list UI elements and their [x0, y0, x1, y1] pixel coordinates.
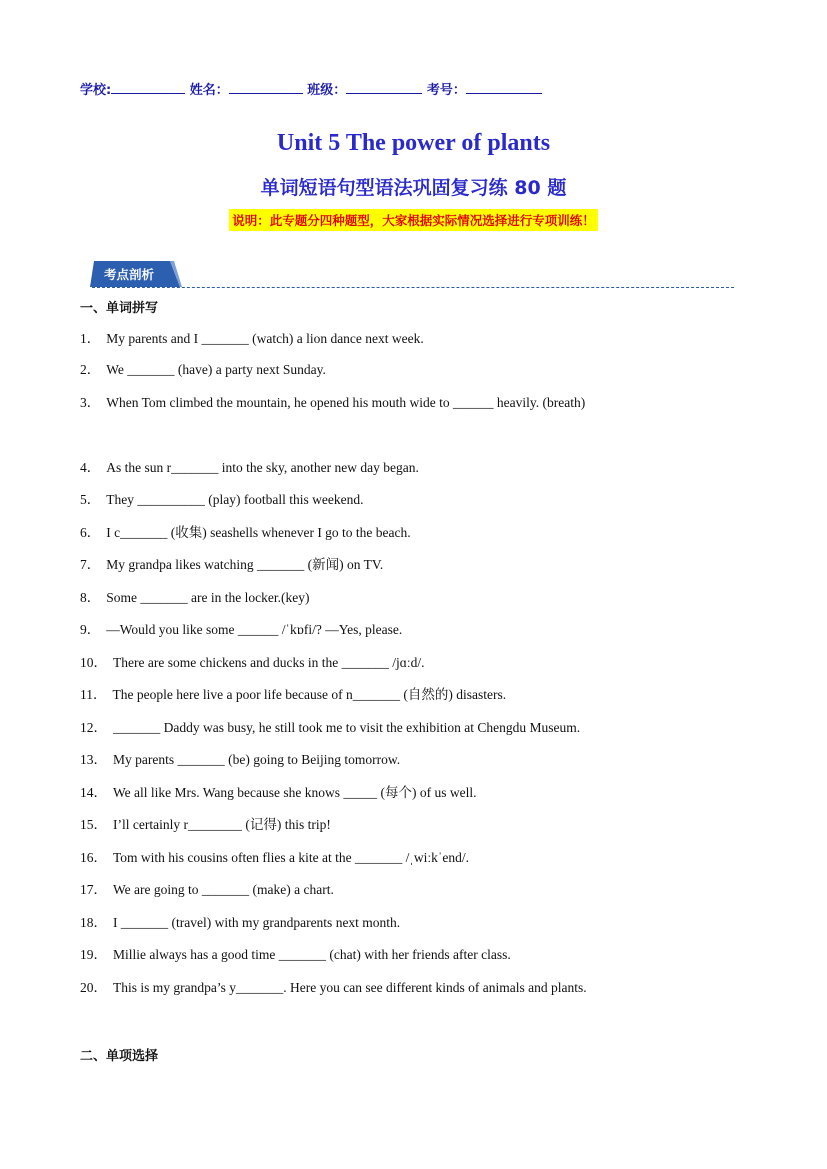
- question-text: I’ll certainly r________ (记得) this trip!: [113, 817, 331, 832]
- question-item: [80, 716, 580, 736]
- question-number: 13．: [80, 752, 107, 767]
- question-text: My parents and I _______ (watch) a lion dance next week.: [106, 331, 424, 346]
- question-number: 20．: [80, 980, 107, 995]
- question-number: 6．: [80, 525, 101, 540]
- question-text: I _______ (travel) with my grandparents next month.: [113, 915, 401, 930]
- question-item: [80, 651, 424, 671]
- question-number: 10．: [80, 655, 107, 670]
- question-number: 8．: [80, 590, 101, 605]
- part2-heading: 二、单项选择: [80, 1049, 159, 1064]
- question-text: Millie always has a good time _______ (chat) with her friends after class.: [113, 947, 511, 962]
- class-blank[interactable]: [346, 81, 422, 94]
- document-title: Unit 5 The power of plants: [276, 130, 551, 156]
- question-text: The people here live a poor life because of n_______ (自然的) disasters.: [112, 687, 507, 702]
- question-text: We _______ (have) a party next Sunday.: [106, 362, 326, 377]
- question-item: [80, 586, 309, 606]
- question-item: [80, 943, 511, 963]
- question-item: [80, 781, 477, 801]
- question-text: I c_______ (收集) seashells whenever I go to the beach.: [106, 525, 411, 540]
- question-number: 19．: [80, 947, 107, 962]
- question-number: 17．: [80, 882, 107, 897]
- section-tab: [90, 259, 178, 287]
- question-text: Tom with his cousins often flies a kite at the _______ /ˌwiːkˈend/.: [113, 850, 469, 865]
- question-item: [80, 976, 587, 996]
- question-text: This is my grandpa’s y_______. Here you can see different kinds of animals and plants.: [113, 980, 587, 995]
- document-subtitle: 单词短语句型语法巩固复习练 80 题: [260, 177, 567, 199]
- question-text: They __________ (play) football this weekend.: [106, 492, 364, 507]
- question-item: [80, 488, 363, 508]
- question-number: 2．: [80, 362, 101, 377]
- school-label: 学校:: [80, 83, 112, 98]
- question-item: [80, 748, 400, 768]
- question-number: 12．: [80, 720, 107, 735]
- question-item: [80, 683, 506, 703]
- name-blank[interactable]: [229, 81, 303, 94]
- section-divider: [92, 287, 734, 288]
- student-info-line: [80, 79, 542, 98]
- question-text: —Would you like some ______ /ˈkɒfi/? —Yes, please.: [106, 622, 403, 637]
- question-number: 7．: [80, 557, 101, 572]
- instruction-note-wrap: [0, 209, 827, 231]
- question-number: 18．: [80, 915, 107, 930]
- question-number: 4．: [80, 460, 101, 475]
- question-item: [80, 846, 469, 866]
- question-number: 14．: [80, 785, 107, 800]
- question-item: [80, 456, 419, 476]
- question-number: 9．: [80, 622, 101, 637]
- question-number: 16．: [80, 850, 107, 865]
- question-text: When Tom climbed the mountain, he opened his mouth wide to ______ heavily. (breath): [106, 395, 586, 410]
- question-item: [80, 553, 383, 573]
- question-item: [80, 521, 411, 541]
- question-text: We are going to _______ (make) a chart.: [113, 882, 334, 897]
- question-text: Some _______ are in the locker.(key): [106, 590, 310, 605]
- question-item: [80, 327, 424, 347]
- exam-number-blank[interactable]: [466, 81, 542, 94]
- name-label: 姓名：: [189, 83, 229, 98]
- part1-heading: 一、单词拼写: [80, 301, 159, 316]
- question-item: [80, 358, 326, 378]
- class-label: 班级：: [307, 83, 347, 98]
- question-text: _______ Daddy was busy, he still took me to visit the exhibition at Chengdu Museum.: [113, 720, 581, 735]
- question-number: 11．: [80, 687, 107, 702]
- question-item: [80, 911, 400, 931]
- question-number: 5．: [80, 492, 101, 507]
- question-item: [80, 813, 331, 833]
- section-tab-label: 考点剖析: [104, 267, 155, 282]
- question-text: There are some chickens and ducks in the _______ /jɑːd/.: [113, 655, 425, 670]
- question-number: 15．: [80, 817, 107, 832]
- school-blank[interactable]: [111, 81, 185, 94]
- instruction-note: 说明：此专题分四种题型，大家根据实际情况选择进行专项训练！: [229, 209, 598, 231]
- question-number: 3．: [80, 395, 101, 410]
- question-number: 1．: [80, 331, 101, 346]
- question-text: My parents _______ (be) going to Beijing tomorrow.: [113, 752, 401, 767]
- question-item: [80, 618, 402, 638]
- question-text: We all like Mrs. Wang because she knows _____ (每个) of us well.: [113, 785, 477, 800]
- question-text: As the sun r_______ into the sky, another new day began.: [106, 460, 419, 475]
- question-item: [80, 878, 334, 898]
- exam-number-label: 考号：: [426, 83, 466, 98]
- question-text: My grandpa likes watching _______ (新闻) on TV.: [106, 557, 384, 572]
- question-item: [80, 391, 585, 411]
